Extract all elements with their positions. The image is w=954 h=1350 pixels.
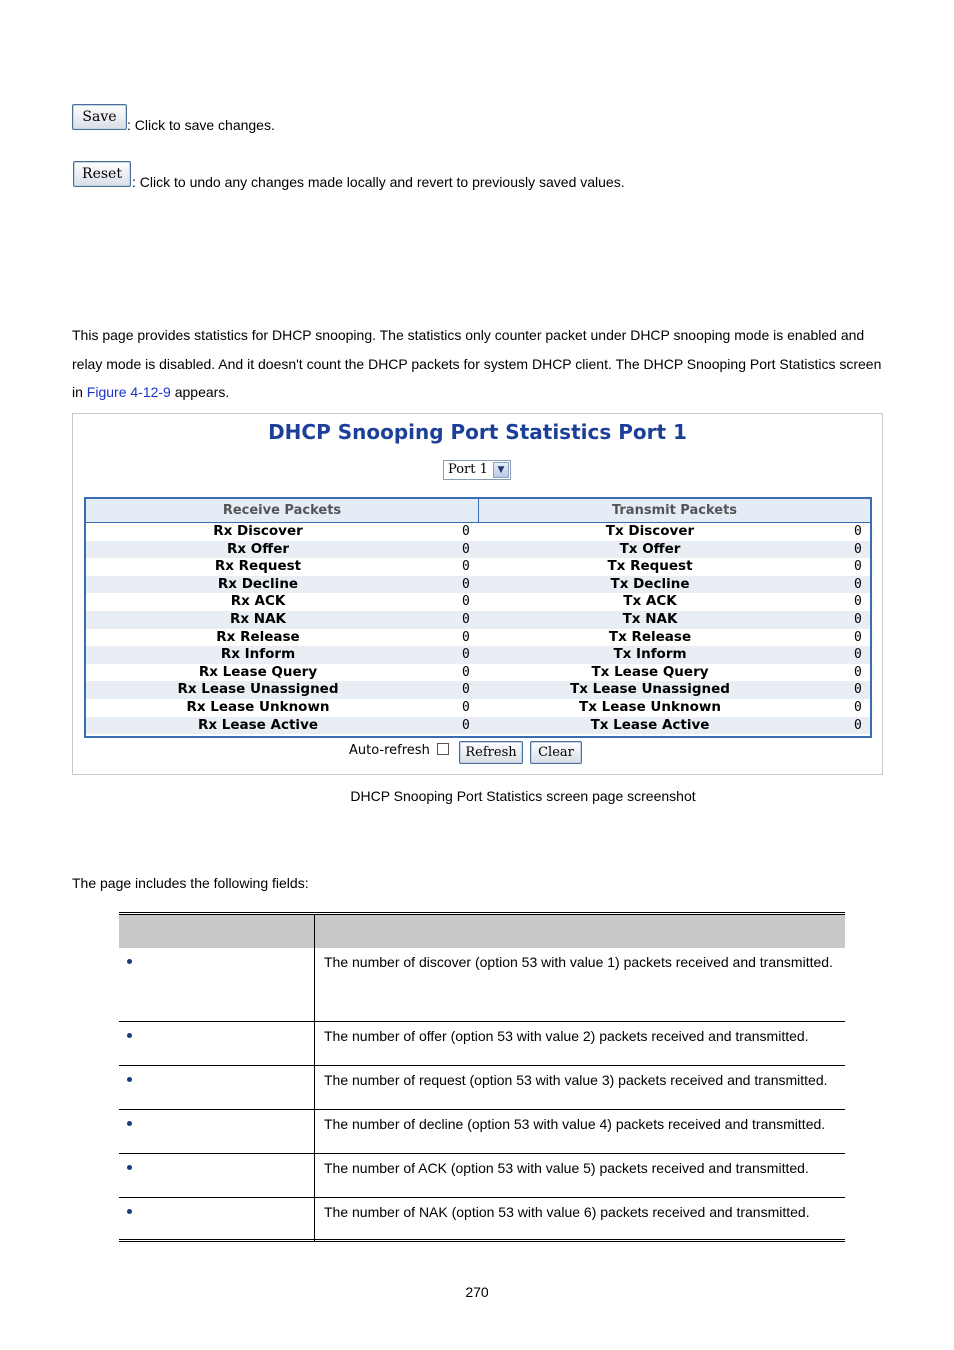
auto-refresh-checkbox[interactable]	[437, 743, 449, 755]
port-select-value: Port 1	[448, 462, 488, 477]
rx-value: 0	[462, 629, 470, 645]
bullet-icon	[127, 1121, 132, 1126]
rx-label: Rx ACK	[230, 593, 286, 610]
table-row	[86, 681, 870, 699]
port-select[interactable]	[443, 460, 511, 480]
rx-label: Rx Decline	[217, 575, 299, 592]
tx-label: Tx Lease Query	[591, 663, 709, 680]
rx-label: Rx Offer	[226, 540, 290, 557]
bullet-icon	[127, 1209, 132, 1214]
table-row	[86, 664, 870, 682]
bullet-icon	[127, 1033, 132, 1038]
receive-packets-header: Receive Packets	[86, 499, 479, 523]
table-row	[119, 1021, 845, 1065]
bullet-icon	[127, 959, 132, 964]
tx-value: 0	[854, 717, 862, 733]
object-cell	[119, 1197, 315, 1241]
table-row	[86, 646, 870, 664]
table-row	[86, 541, 870, 559]
object-cell	[119, 1153, 315, 1197]
tx-value: 0	[854, 700, 862, 715]
screenshot-panel	[72, 413, 883, 775]
rx-value: 0	[462, 612, 470, 627]
rx-value: 0	[462, 664, 470, 680]
tx-value: 0	[854, 664, 862, 680]
description-cell: The number of decline (option 53 with value 4) packets received and transmitted.	[315, 1109, 846, 1153]
tx-value: 0	[854, 594, 862, 610]
table-row	[119, 1153, 845, 1197]
rx-value: 0	[462, 647, 470, 663]
save-button-image: Save	[72, 104, 127, 130]
tx-label: Tx Release	[608, 628, 692, 645]
table-row	[86, 558, 870, 576]
rx-label: Rx Request	[214, 558, 302, 575]
page-number: 270	[465, 1284, 489, 1300]
tx-label: Tx Offer	[619, 540, 681, 557]
rx-label: Rx Lease Unknown	[186, 699, 330, 715]
description-column-header	[315, 914, 846, 949]
table-row	[86, 576, 870, 594]
object-cell	[119, 1021, 315, 1065]
reset-description: : Click to undo any changes made locally and revert to previously saved values.	[132, 174, 625, 190]
object-column-header	[119, 914, 315, 949]
tx-label: Tx Lease Active	[590, 716, 710, 733]
tx-value: 0	[854, 612, 862, 627]
tx-value: 0	[854, 629, 862, 645]
rx-value: 0	[462, 594, 470, 610]
fields-table	[119, 912, 845, 1242]
rx-value: 0	[462, 682, 470, 698]
intro-paragraph: This page provides statistics for DHCP snooping. The statistics only counter packet under DHCP snooping mode is enabled and relay mode is disabled. And it doesn't count the DHCP packets for system DHCP client. The DHCP Snooping Port Statistics screen in Figure 4-12-9 appears.	[72, 327, 882, 400]
tx-label: Tx ACK	[623, 593, 677, 610]
tx-value: 0	[854, 524, 862, 539]
bullet-icon	[127, 1077, 132, 1082]
rx-value: 0	[462, 717, 470, 733]
rx-label: Rx Inform	[220, 646, 296, 663]
chevron-down-icon[interactable]: ▼	[493, 462, 509, 478]
table-row	[119, 1109, 845, 1153]
save-description: : Click to save changes.	[127, 117, 275, 133]
rx-label: Rx Release	[216, 628, 300, 645]
table-row	[86, 611, 870, 629]
rx-label: Rx Lease Query	[198, 663, 318, 680]
bullet-icon	[127, 1165, 132, 1170]
tx-label: Tx Lease Unassigned	[570, 681, 730, 698]
tx-label: Tx NAK	[622, 611, 678, 627]
rx-value: 0	[462, 541, 470, 557]
refresh-button[interactable]: Refresh	[459, 741, 523, 764]
tx-value: 0	[854, 647, 862, 663]
table-row	[119, 948, 845, 1021]
description-cell: The number of offer (option 53 with value 2) packets received and transmitted.	[315, 1021, 846, 1065]
figure-link[interactable]: Figure 4-12-9	[86, 384, 171, 400]
rx-label: Rx Lease Active	[197, 716, 319, 733]
table-row	[86, 717, 870, 735]
fields-intro: The page includes the following fields:	[72, 875, 309, 891]
transmit-packets-header: Transmit Packets	[479, 499, 870, 523]
table-row	[86, 699, 870, 717]
rx-value: 0	[462, 576, 470, 592]
table-bottom-rule	[119, 1239, 845, 1242]
rx-value: 0	[462, 700, 470, 715]
auto-refresh-label: Auto-refresh	[349, 743, 430, 758]
tx-label: Tx Lease Unknown	[579, 699, 721, 715]
rx-value: 0	[462, 524, 470, 539]
table-row	[119, 1197, 845, 1241]
description-cell: The number of ACK (option 53 with value 5) packets received and transmitted.	[315, 1153, 846, 1197]
table-row	[86, 523, 870, 541]
reset-button-image: Reset	[73, 161, 131, 187]
rx-label: Rx NAK	[229, 611, 286, 627]
tx-value: 0	[854, 559, 862, 575]
tx-label: Tx Discover	[605, 523, 695, 539]
description-cell: The number of NAK (option 53 with value 6) packets received and transmitted.	[315, 1197, 846, 1241]
object-cell	[119, 1065, 315, 1109]
table-row	[86, 629, 870, 647]
figure-caption: DHCP Snooping Port Statistics screen page screenshot	[350, 788, 696, 804]
table-row	[86, 593, 870, 611]
description-cell: The number of discover (option 53 with value 1) packets received and transmitted.	[315, 948, 846, 1021]
object-cell	[119, 948, 315, 1021]
clear-button[interactable]: Clear	[530, 741, 582, 764]
tx-label: Tx Decline	[610, 575, 690, 592]
object-cell	[119, 1109, 315, 1153]
tx-value: 0	[854, 576, 862, 592]
rx-label: Rx Discover	[213, 523, 303, 539]
tx-label: Tx Inform	[613, 646, 687, 663]
rx-value: 0	[462, 559, 470, 575]
statistics-table	[84, 497, 872, 738]
tx-value: 0	[854, 541, 862, 557]
tx-value: 0	[854, 682, 862, 698]
description-cell: The number of request (option 53 with value 3) packets received and transmitted.	[315, 1065, 846, 1109]
tx-label: Tx Request	[607, 558, 693, 575]
rx-label: Rx Lease Unassigned	[177, 681, 339, 698]
table-row	[119, 1065, 845, 1109]
page-title: DHCP Snooping Port Statistics Port 1	[268, 420, 687, 444]
